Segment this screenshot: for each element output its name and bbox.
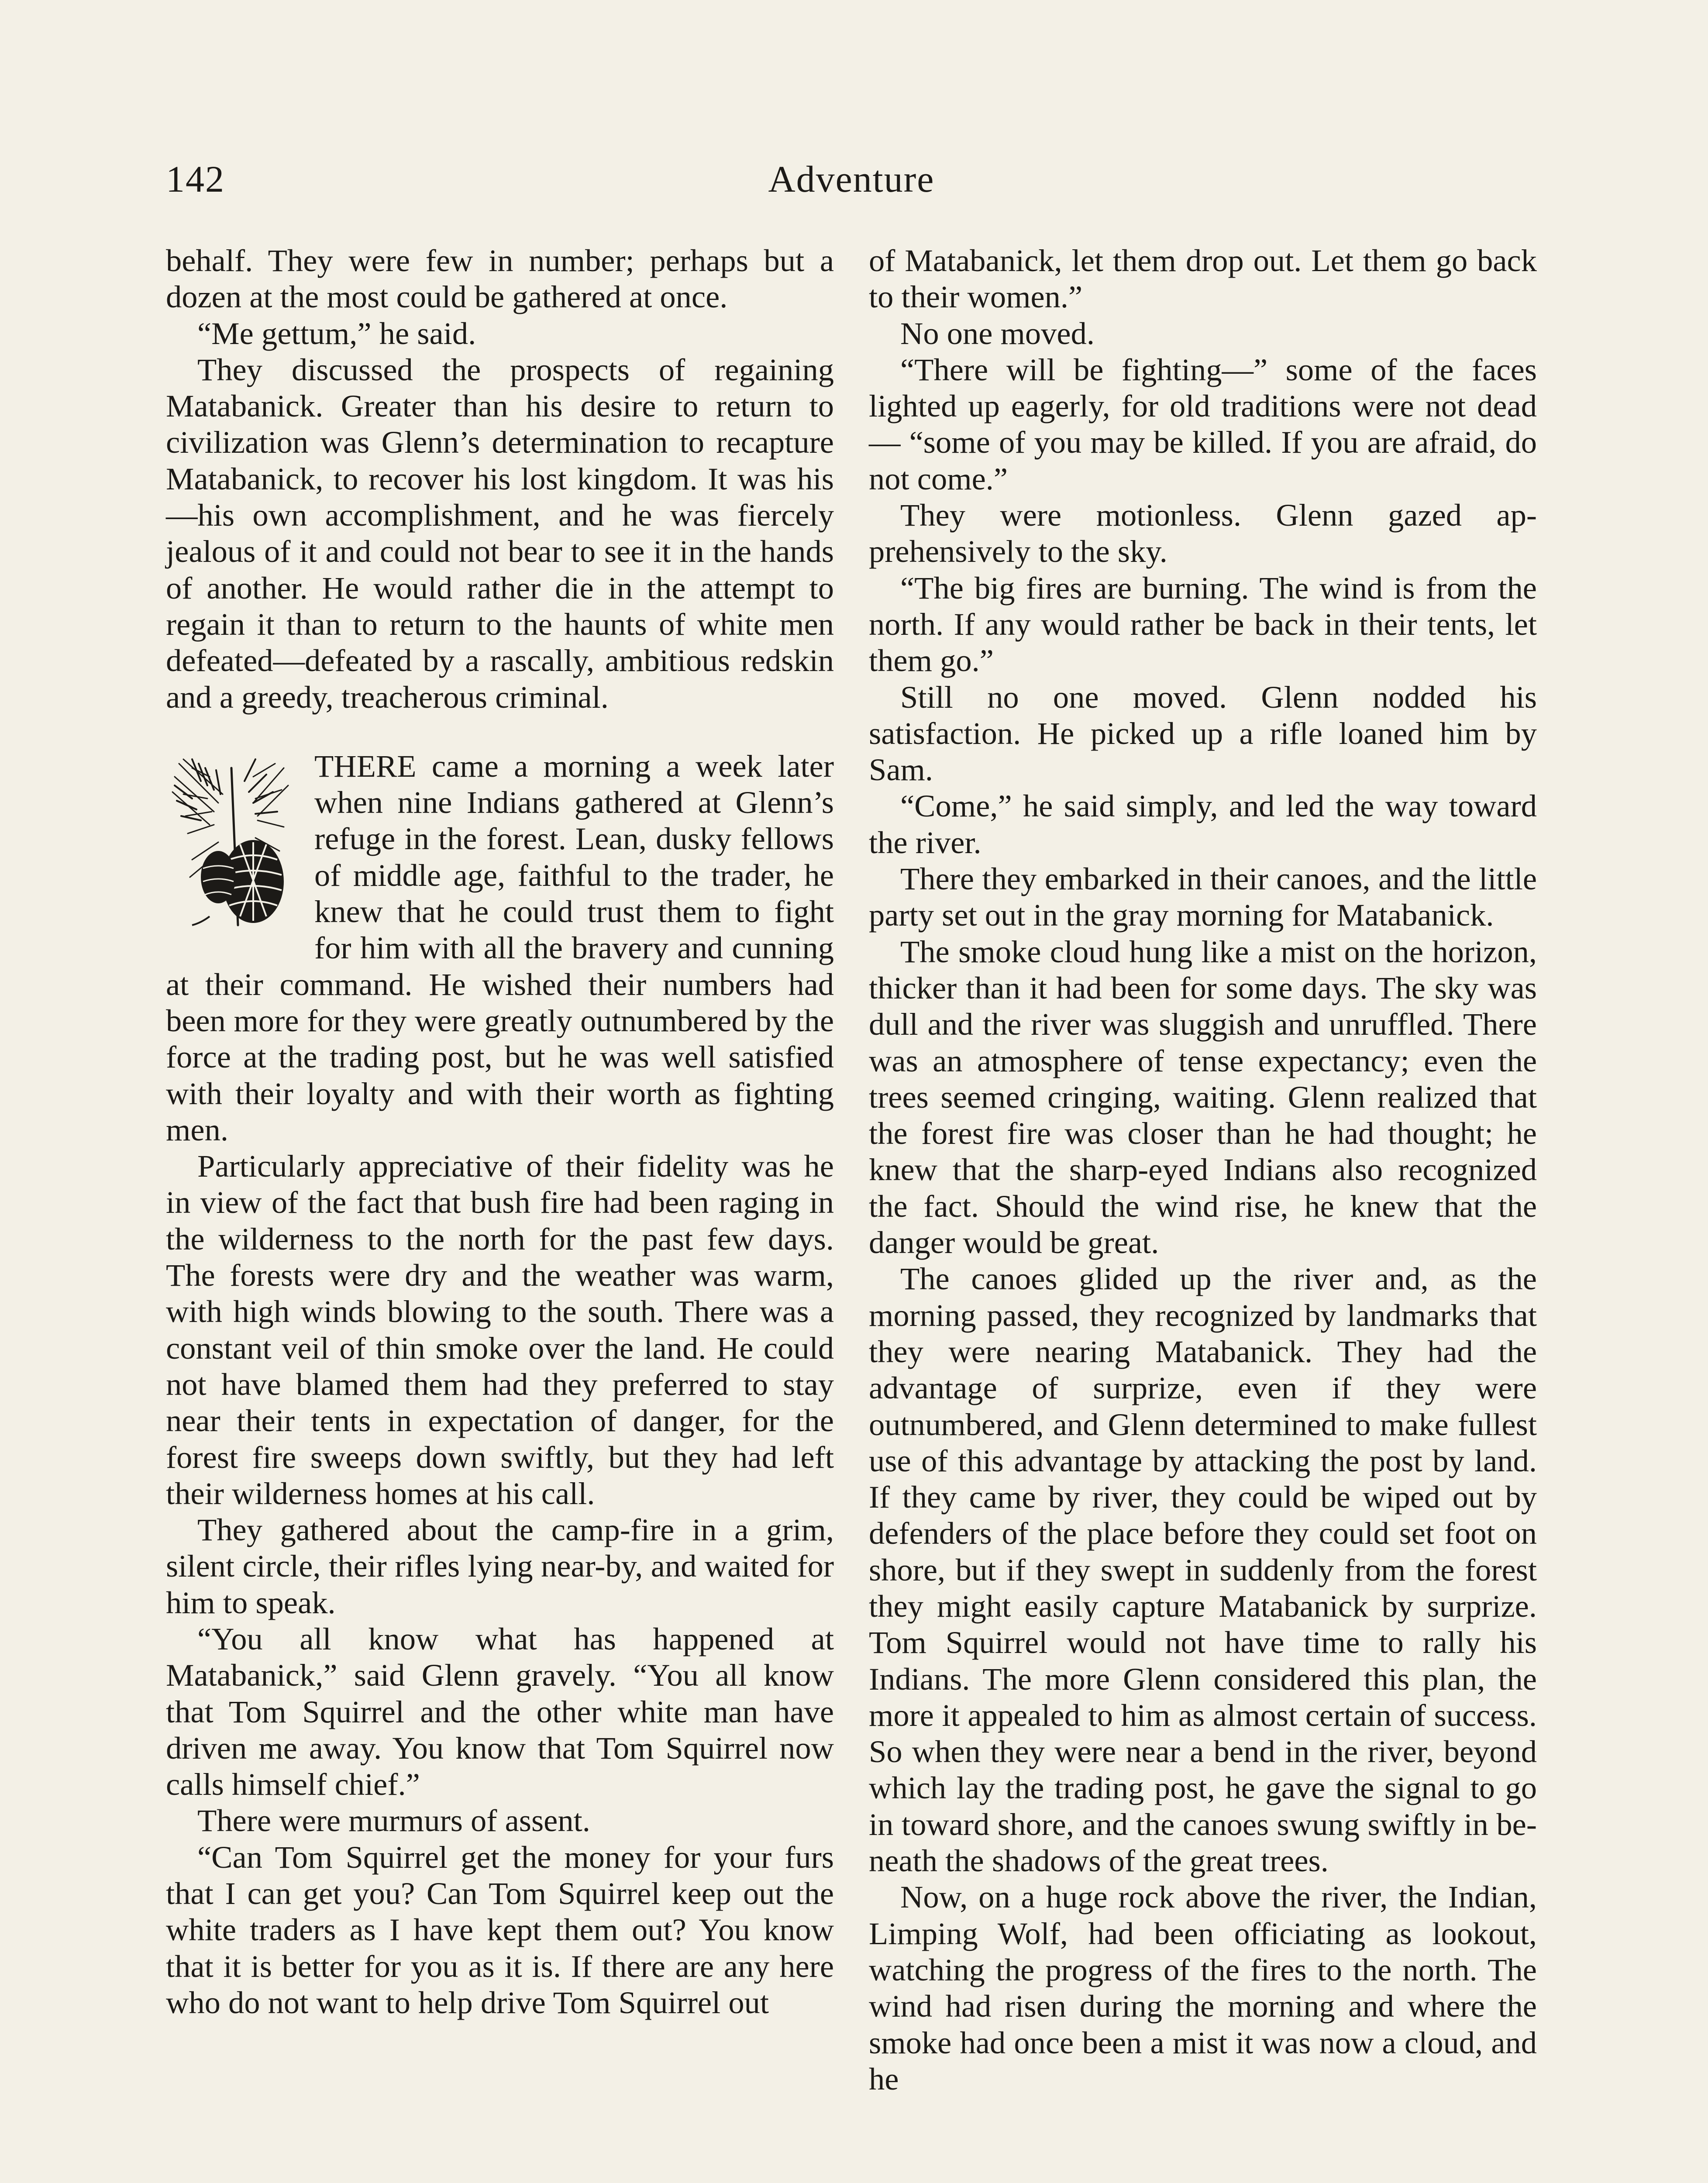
paragraph: Still no one moved. Glenn nodded his satisfaction. He picked up a rifle loaned him by Sam. [869,679,1537,788]
paragraph: They gathered about the camp-fire in a grim, silent circle, their rifles lying near-by, and waited for him to speak. [166,1512,834,1620]
paragraph-section-opening: THERE came a morning a week later when nine Indians gathered at Glenn’s refuge in the forest. Lean, dusky fellows of middle age, faithful to the trader, he knew that he could trust them to fight for him with all the bravery and cunning at their command. He wished their numbers had been more for they were greatly outnumbered by the force at the trading post, but he was well satisfied with their loyalty and with their worth as fighting men. [166,748,834,1147]
section-break [166,715,834,748]
paragraph: There were murmurs of assent. [197,1803,590,1839]
paragraph: “Can Tom Squirrel get the money for your furs that I can get you? Can Tom Squirrel keep out the white traders as I have kept them out? You know that it is better for you as it is. If there are any here who do not want to help drive Tom Squirrel out [166,1839,834,2020]
paragraph: The canoes glided up the river and, as the morning passed, they recognized by landmarks that they were nearing Matabanick. They had the advantage of surprize, even if they were outnumbered, and Glenn determined to make fullest use of this advantage by attacking the post by land. If they came by river, they could be wiped out by defenders of the place before they could set foot on shore, but if they swept in suddenly from the forest they might easily capture Matabanick by surprize. Tom Squirrel would not have time to rally his Indians. The more Glenn considered this plan, the more it appealed to him as almost certain of success. So when they were near a bend in the river, beyond which lay the trading post, he gave the signal to go in toward shore, and the canoes swung swiftly in beneath the shadows of the great trees. [869,1261,1537,1879]
left-column [166,242,834,2021]
right-column [869,242,1537,2097]
paragraph: They discussed the prospects of regaining Matabanick. Greater than his desire to return to civilization was Glenn’s determination to recapture Matabanick, to recover his lost kingdom. It was his—his own accomplishment, and he was fiercely jealous of it and could not bear to see it in the hands of another. He would rather die in the attempt to regain it than to return to the haunts of white men defeated—defeated by a rascally, ambitious redskin and a greedy, treacherous criminal. [166,351,834,715]
paragraph: No one moved. [900,315,1095,351]
pine-cone-ornament-icon [166,751,297,930]
running-title: Adventure [768,158,935,200]
paragraph: “There will be fighting—” some of the faces lighted up eagerly, for old traditions were not dead— “some of you may be killed. If you are afraid, do not come.” [869,351,1537,496]
paragraph: Now, on a huge rock above the river, the Indian, Limping Wolf, had been officiating as lookout, watching the progress of the fires to the north. The wind had risen during the morning and where the smoke had once been a mist it was now a cloud, and he [869,1879,1537,2097]
paragraph: “Me gettum,” he said. [197,315,476,351]
paragraph: Particularly appreciative of their fidelity was he in view of the fact that bush fire had been raging in the wilderness to the north for the past few days. The forests were dry and the weather was warm, with high winds blowing to the south. There was a constant veil of thin smoke over the land. He could not have blamed them had they preferred to stay near their tents in expectation of danger, for the forest fire sweeps down swiftly, but they had left their wilderness homes at his call. [166,1148,834,1511]
paragraph: “Come,” he said simply, and led the way toward the river. [869,788,1537,860]
paragraph: behalf. They were few in number; perhaps but a dozen at the most could be gathered at once. [166,243,834,315]
paragraph: There they embarked in their canoes, and the little party set out in the gray morning for Matabanick. [869,861,1537,933]
paragraph: “You all know what has happened at Matabanick,” said Glenn gravely. “You all know that Tom Squirrel and the other white man have driven me away. You know that Tom Squirrel now calls himself chief.” [166,1621,834,1802]
paragraph: of Matabanick, let them drop out. Let them go back to their women.” [869,243,1537,315]
paragraph: They were motionless. Glenn gazed apprehensively to the sky. [869,497,1537,569]
page-header [166,148,1537,210]
paragraph: The smoke cloud hung like a mist on the horizon, thicker than it had been for some days. The sky was dull and the river was sluggish and unruffled. There was an atmosphere of tense expectancy; even the trees seemed cringing, waiting. Glenn realized that the forest fire was closer than he had thought; he knew that the sharp-eyed Indians also recognized the fact. Should the wind rise, he knew that the danger would be great. [869,933,1537,1260]
page-number: 142 [166,158,225,200]
paragraph: “The big fires are burning. The wind is from the north. If any would rather be back in their tents, let them go.” [869,570,1537,678]
